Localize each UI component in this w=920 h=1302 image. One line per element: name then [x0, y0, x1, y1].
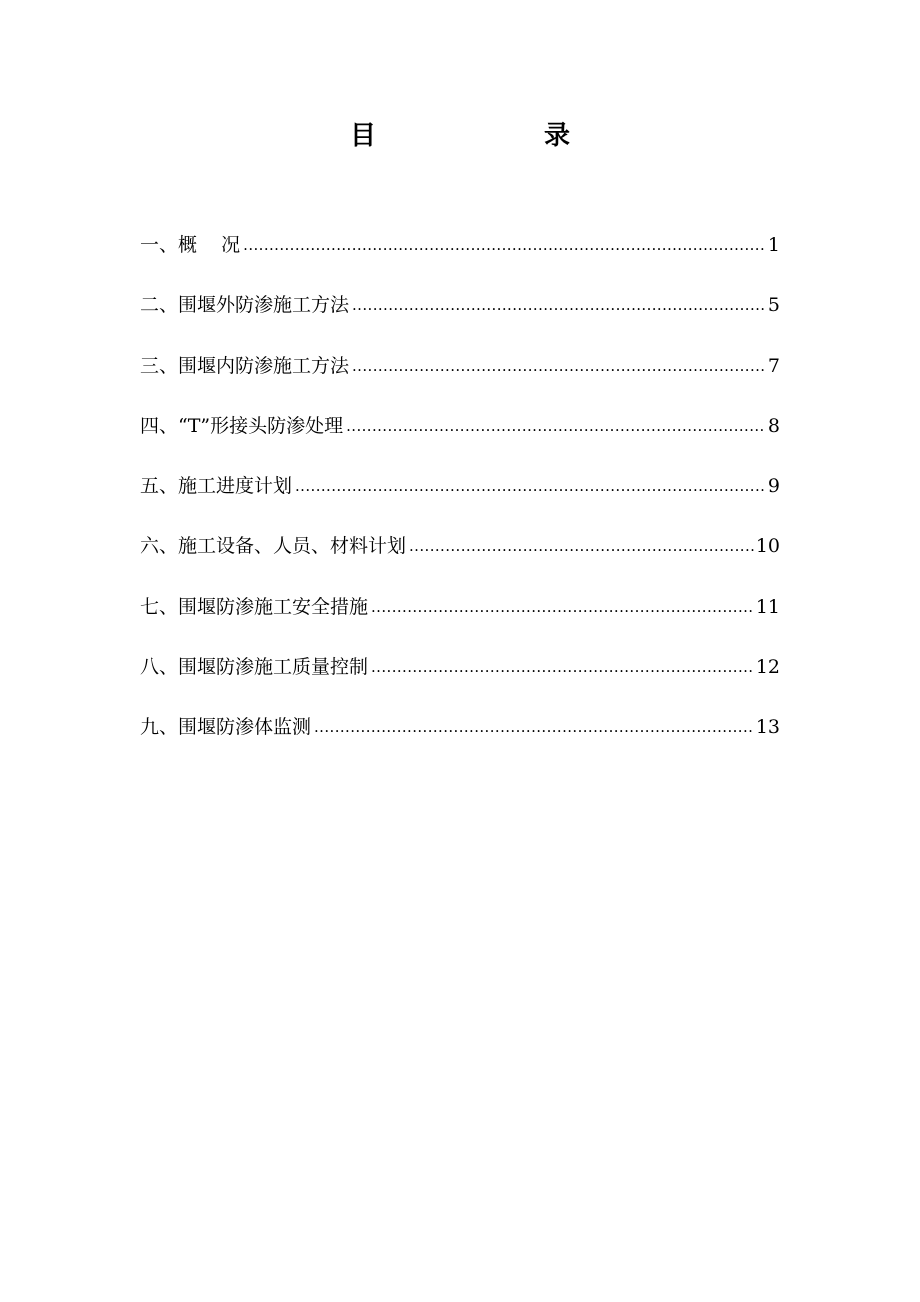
toc-entry-page: 1	[767, 234, 780, 256]
toc-entry-label: 七、围堰防渗施工安全措施	[140, 595, 369, 618]
toc-dot-leader	[314, 709, 754, 745]
toc-entry-page: 8	[767, 414, 780, 437]
toc-entry-label: 四、“T”形接头防渗处理	[140, 414, 344, 437]
toc-entry-page: 7	[767, 354, 780, 377]
toc-entry-page: 10	[755, 535, 780, 558]
toc-entry[interactable]	[140, 227, 780, 287]
toc-entry-page: 5	[767, 294, 780, 317]
toc-entry-page: 9	[767, 475, 780, 498]
toc-entry[interactable]	[140, 709, 780, 769]
toc-entry[interactable]	[140, 468, 780, 528]
toc-entry-label: 六、施工设备、人员、材料计划	[140, 535, 407, 558]
toc-dot-leader	[409, 528, 754, 564]
toc-entry-page: 13	[755, 716, 780, 739]
toc-entry-label: 九、围堰防渗体监测	[140, 716, 312, 739]
toc-entry-label: 二、围堰外防渗施工方法	[140, 294, 350, 317]
toc-entry[interactable]	[140, 528, 780, 588]
toc-list	[140, 227, 780, 770]
toc-dot-leader	[371, 649, 754, 685]
toc-title: 目 录	[349, 121, 621, 151]
toc-dot-leader	[346, 408, 766, 444]
toc-dot-leader	[352, 287, 766, 323]
toc-dot-leader	[352, 348, 766, 384]
toc-entry[interactable]	[140, 348, 780, 408]
toc-entry-label: 一、概 况	[140, 234, 241, 256]
toc-dot-leader	[295, 468, 766, 504]
toc-entry-label: 五、施工进度计划	[140, 475, 293, 498]
toc-entry[interactable]	[140, 287, 780, 347]
toc-entry-page: 11	[755, 595, 780, 618]
toc-dot-leader	[243, 227, 766, 263]
toc-entry[interactable]	[140, 408, 780, 468]
toc-entry-label: 三、围堰内防渗施工方法	[140, 354, 350, 377]
toc-entry[interactable]	[140, 649, 780, 709]
toc-entry[interactable]	[140, 589, 780, 649]
toc-entry-label: 八、围堰防渗施工质量控制	[140, 656, 369, 679]
toc-entry-page: 12	[755, 656, 780, 679]
toc-dot-leader	[371, 589, 754, 625]
